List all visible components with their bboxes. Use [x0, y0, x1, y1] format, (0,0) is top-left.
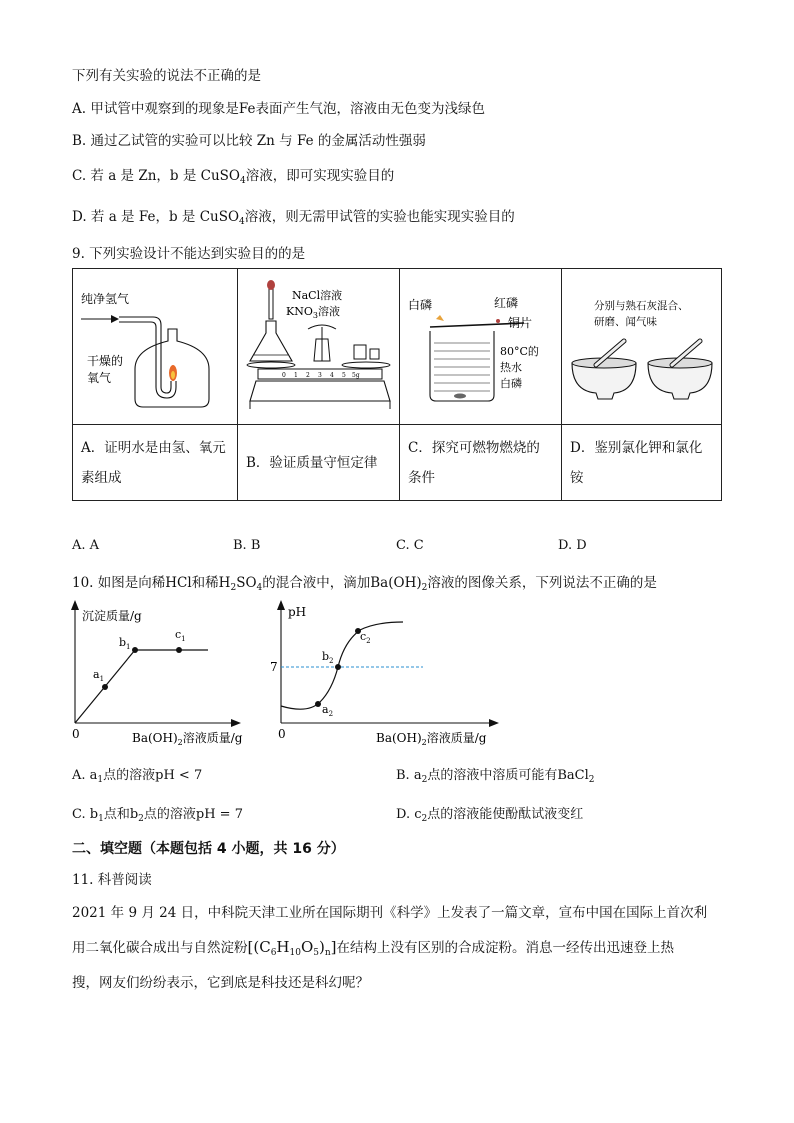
graph1-origin: 0: [72, 727, 80, 741]
graph2-origin: 0: [278, 727, 286, 741]
q9-stem: 9. 下列实验设计不能达到实验目的的是: [72, 246, 306, 262]
caption-c: C．探究可燃物燃烧的条件: [400, 425, 562, 501]
q9-answer-c: C. C: [396, 538, 424, 553]
q10-option-a: A. $a_1$点的溶液pH < 7: [72, 768, 203, 785]
point-a2: [315, 701, 321, 707]
label-b2: $b_2$: [322, 650, 334, 665]
graph2-curve: [281, 622, 403, 709]
q9-table: [72, 268, 722, 501]
experiment-c-image: [400, 269, 562, 425]
label-kno3-solution: $KNO_3$溶液: [286, 305, 340, 320]
svg-text:0: 0: [282, 372, 286, 379]
q10-option-c: C. $b_1$点和$b_2$点的溶液pH = 7: [72, 807, 243, 824]
point-a1: [102, 684, 108, 690]
q11-title: 11. 科普阅读: [72, 872, 152, 888]
q10-stem: 10. 如图是向稀HCl和稀$H_2SO_4$的混合液中，滴加$Ba(OH)_2$溶液的图像关系，下列说法不正确的是: [72, 575, 657, 593]
caption-d: D．鉴别氯化钾和氯化铵: [562, 425, 722, 501]
experiment-b-image: [238, 269, 400, 425]
label-red-phosphorus: 红磷: [494, 296, 519, 310]
svg-text:2: 2: [306, 372, 310, 379]
point-b2: [335, 664, 341, 670]
starch-formula: $[(C_6H_{10}O_5)_n]$: [247, 938, 337, 958]
q9-answer-d: D. D: [558, 538, 587, 553]
label-dry: 干燥的: [87, 354, 124, 368]
label-pure-hydrogen: 纯净氢气: [81, 292, 130, 306]
label-a2: $a_2$: [322, 703, 334, 718]
q10-option-d: D. $c_2$点的溶液能使酚酞试液变红: [396, 807, 584, 824]
q9-answer-a: A. A: [72, 538, 100, 553]
graph2-xlabel: $Ba(OH)_2$溶液质量/g: [376, 731, 487, 747]
svg-text:4: 4: [330, 372, 334, 379]
graph2-ylabel: pH: [288, 605, 307, 619]
graph1-ylabel: 沉淀质量/g: [82, 609, 142, 623]
q11-paragraph-line2: 用二氧化碳合成出与自然淀粉$[(C_6H_{10}O_5)_n]$在结构上没有区别的合成淀粉。消息一经传出迅速登上热: [72, 938, 675, 958]
label-a1: $a_1$: [93, 668, 105, 683]
svg-text:5: 5: [342, 372, 346, 379]
question-intro: 下列有关实验的说法不正确的是: [72, 68, 261, 84]
label-c2: $c_2$: [360, 630, 371, 645]
graph1-xlabel: $Ba(OH)_2$溶液质量/g: [132, 731, 243, 747]
svg-text:1: 1: [294, 372, 298, 379]
section-heading-fill-in: 二、填空题（本题包括 4 小题，共 16 分）: [72, 841, 345, 857]
q11-paragraph-line1: 2021 年 9 月 24 日，中科院天津工业所在国际期刊《科学》上发表了一篇文章，宣布中国在国际上首次利: [72, 905, 708, 921]
label-hot-water: 热水: [500, 361, 522, 374]
graph1-curve: [75, 650, 208, 723]
label-copper-sheet: 铜片: [508, 316, 533, 330]
caption-b: B．验证质量守恒定律: [238, 425, 400, 501]
q10-option-b: B. $a_2$点的溶液中溶质可能有BaCl$_2$: [396, 768, 595, 785]
svg-text:5g: 5g: [352, 372, 360, 379]
ph-graph: [268, 598, 508, 748]
q9-answer-b: B. B: [233, 538, 261, 553]
point-c1: [176, 647, 182, 653]
graph2-ph7-label: 7: [270, 660, 278, 674]
caption-a: A．证明水是由氢、氧元素组成: [73, 425, 238, 501]
q8-option-a: A. 甲试管中观察到的现象是Fe表面产生气泡，溶液由无色变为浅绿色: [72, 101, 485, 117]
experiment-a-image: [73, 269, 238, 425]
experiment-d-image: [562, 269, 722, 425]
q8-option-d: D. 若 a 是 Fe，b 是 CuSO$_4$溶液，则无需甲试管的实验也能实现实验目的: [72, 209, 515, 227]
precipitate-graph: [60, 598, 260, 748]
label-80c: 80°C的: [500, 345, 539, 358]
q8-option-c: C. 若 a 是 Zn，b 是 CuSO$_4$溶液，即可实现实验目的: [72, 168, 395, 186]
label-white-phosphorus: 白磷: [408, 298, 433, 312]
label-white-phosphorus-2: 白磷: [500, 377, 522, 390]
svg-text:3: 3: [318, 372, 322, 379]
label-oxygen: 氧气: [87, 371, 112, 385]
label-nacl-solution: NaCl溶液: [292, 289, 343, 302]
label-grind-smell: 研磨、闻气味: [594, 316, 657, 328]
label-mix-slaked-lime: 分别与熟石灰混合、: [594, 300, 689, 312]
q8-option-b: B. 通过乙试管的实验可以比较 Zn 与 Fe 的金属活动性强弱: [72, 133, 426, 149]
q11-paragraph-line3: 搜，网友们纷纷表示，它到底是科技还是科幻呢？: [72, 975, 369, 991]
label-b1: $b_1$: [119, 636, 131, 651]
label-c1: $c_1$: [175, 628, 186, 643]
point-b1: [132, 647, 138, 653]
